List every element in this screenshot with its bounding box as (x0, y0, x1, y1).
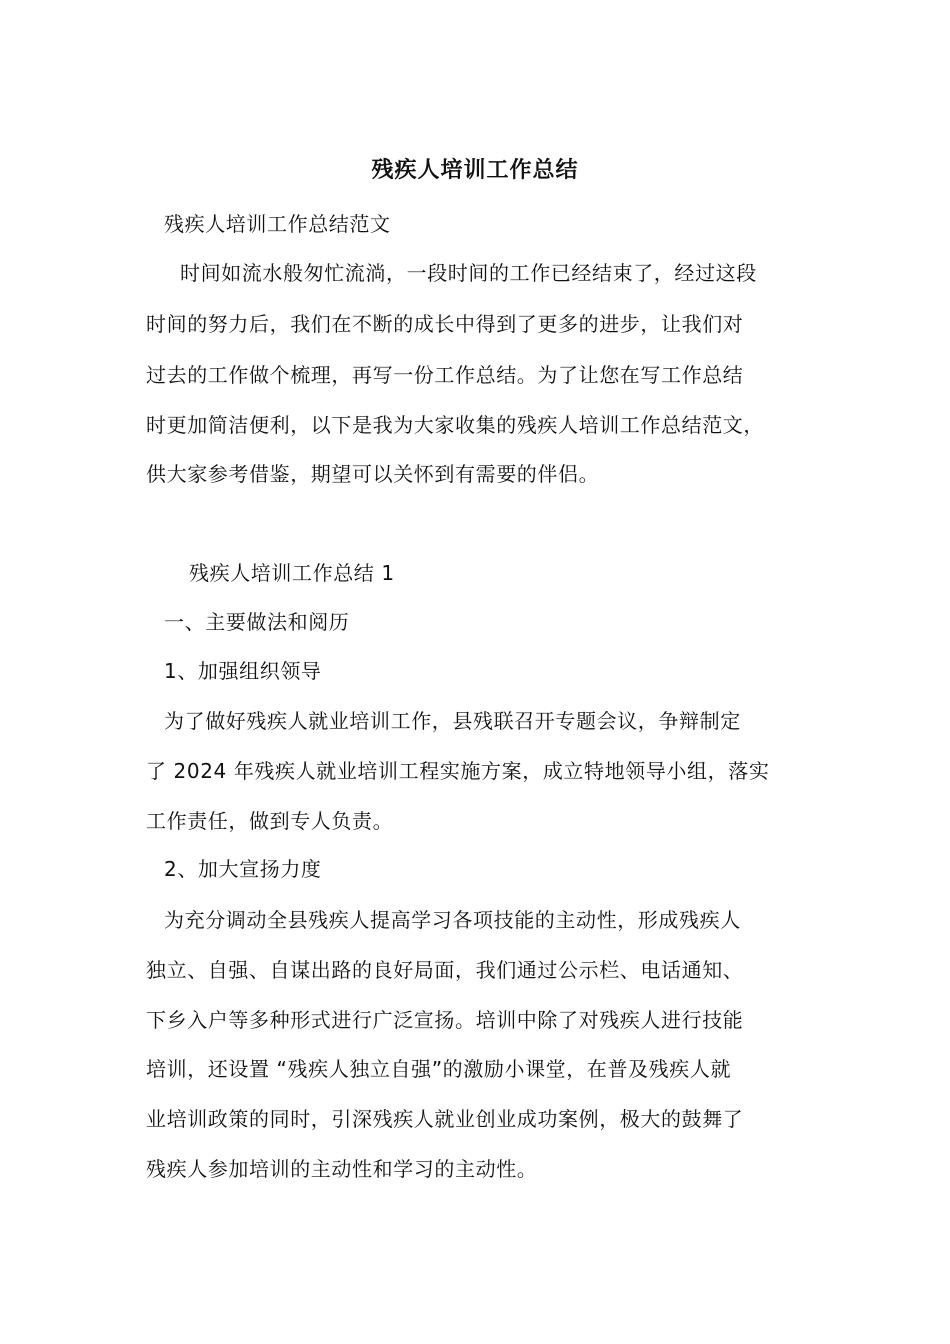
heading-main-practices: 一、主要做法和阅历 (164, 610, 350, 634)
paragraph-line: 业培训政策的同时，引深残疾人就业创业成功案例，极大的鼓舞了 (146, 1107, 744, 1131)
intro-line: 时更加简洁便利，以下是我为大家收集的残疾人培训工作总结范文， (146, 413, 764, 437)
intro-line: 供大家参考借鉴，期望可以关怀到有需要的伴侣。 (146, 462, 600, 486)
section-title: 残疾人培训工作总结 1 (189, 561, 395, 585)
paragraph-line: 残疾人参加培训的主动性和学习的主动性。 (146, 1157, 538, 1181)
intro-line: 时间的努力后，我们在不断的成长中得到了更多的进步，让我们对 (146, 312, 744, 336)
intro-line: 过去的工作做个梳理，再写一份工作总结。为了让您在写工作总结 (146, 363, 744, 387)
intro-line: 时间如流水般匆忙流淌，一段时间的工作已经结束了，经过这段 (180, 261, 757, 285)
paragraph-line: 下乡入户等多种形式进行广泛宣扬。培训中除了对残疾人进行技能 (146, 1008, 744, 1032)
paragraph-line: 了 2024 年残疾人就业培训工程实施方案，成立特地领导小组，落实 (146, 759, 770, 783)
document-subtitle: 残疾人培训工作总结范文 (164, 212, 391, 236)
paragraph-line: 为充分调动全县残疾人提高学习各项技能的主动性，形成残疾人 (164, 908, 741, 932)
subheading-publicity: 2、加大宣扬力度 (164, 857, 322, 881)
paragraph-line: 工作责任，做到专人负责。 (146, 809, 394, 833)
paragraph-line: 培训，还设置 “残疾人独立自强”的激励小课堂，在普及残疾人就 (146, 1057, 732, 1081)
document-title: 残疾人培训工作总结 (371, 157, 579, 183)
subheading-organization: 1、加强组织领导 (164, 659, 322, 683)
paragraph-line: 独立、自强、自谋出路的良好局面，我们通过公示栏、电话通知、 (146, 958, 744, 982)
paragraph-line: 为了做好残疾人就业培训工作，县残联召开专题会议，争辩制定 (164, 709, 741, 733)
